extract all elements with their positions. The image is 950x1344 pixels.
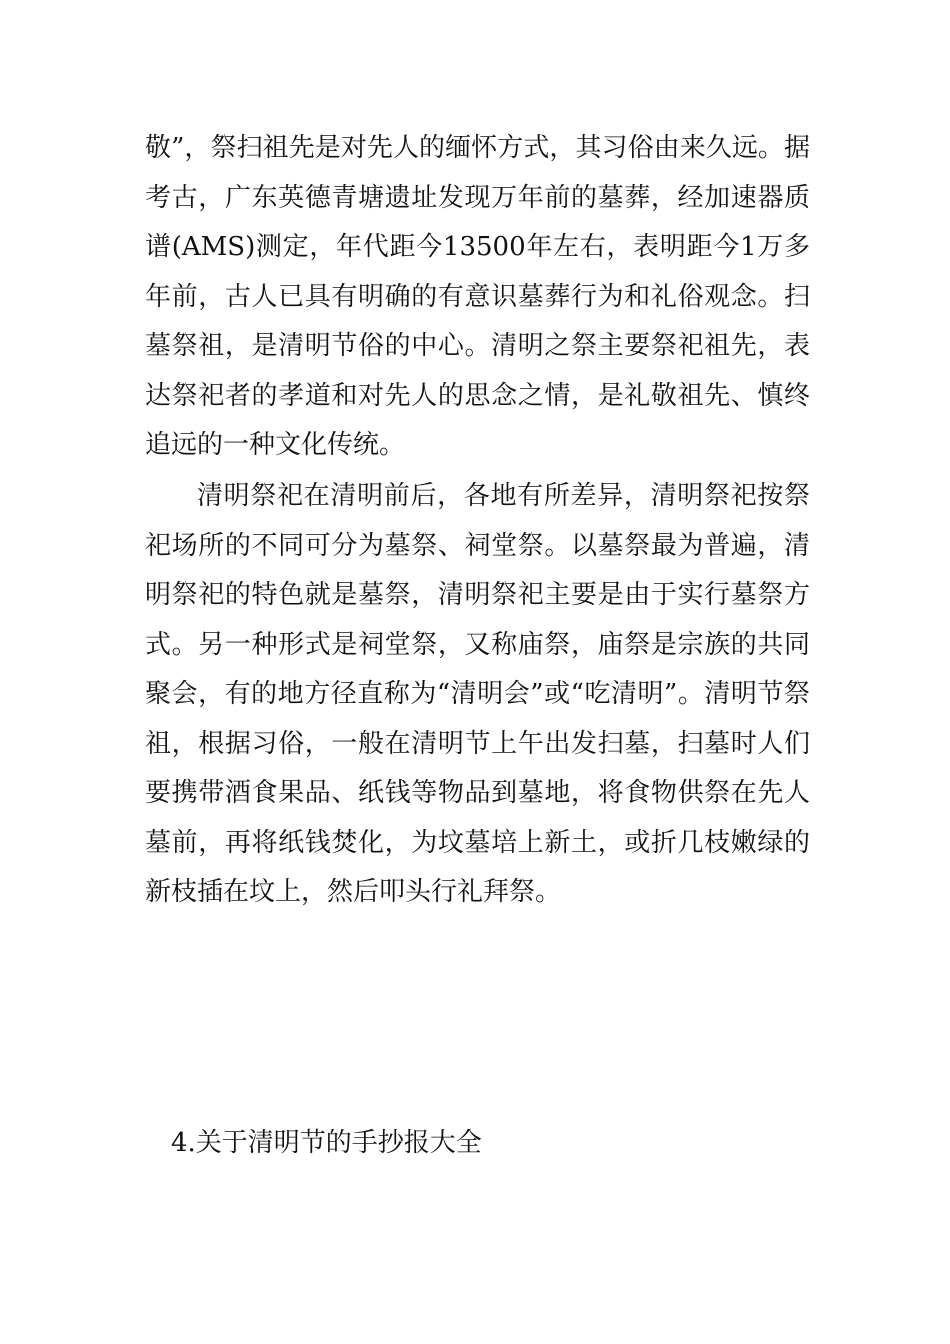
paragraph-ancestor-worship: 敬”，祭扫祖先是对先人的缅怀方式，其习俗由来久远。据考古，广东英德青塘遗址发现万年前的墓葬，经加速器质谱(AMS)测定，年代距今13500年左右，表明距今1万多年前，古人已具有明确的有意识墓葬行为和礼俗观念。扫墓祭祖，是清明节俗的中心。清明之祭主要祭祀祖先，表达祭祀者的孝道和对先人的思念之情，是礼敬祖先、慎终追远的一种文化传统。: [145, 133, 810, 460]
section-heading: 4.关于清明节的手抄报大全: [171, 1128, 482, 1158]
paragraph-qingming-rites: 清明祭祀在清明前后，各地有所差异，清明祭祀按祭祀场所的不同可分为墓祭、祠堂祭。以墓祭最为普遍，清明祭祀的特色就是墓祭，清明祭祀主要是由于实行墓祭方式。另一种形式是祠堂祭，又称庙祭，庙祭是宗族的共同聚会，有的地方径直称为“清明会”或“吃清明”。清明节祭祖，根据习俗，一般在清明节上午出发扫墓，扫墓时人们要携带酒食果品、纸钱等物品到墓地，将食物供祭在先人墓前，再将纸钱焚化，为坟墓培上新土，或折几枝嫩绿的新枝插在坟上，然后叩头行礼拜祭。: [145, 481, 810, 907]
